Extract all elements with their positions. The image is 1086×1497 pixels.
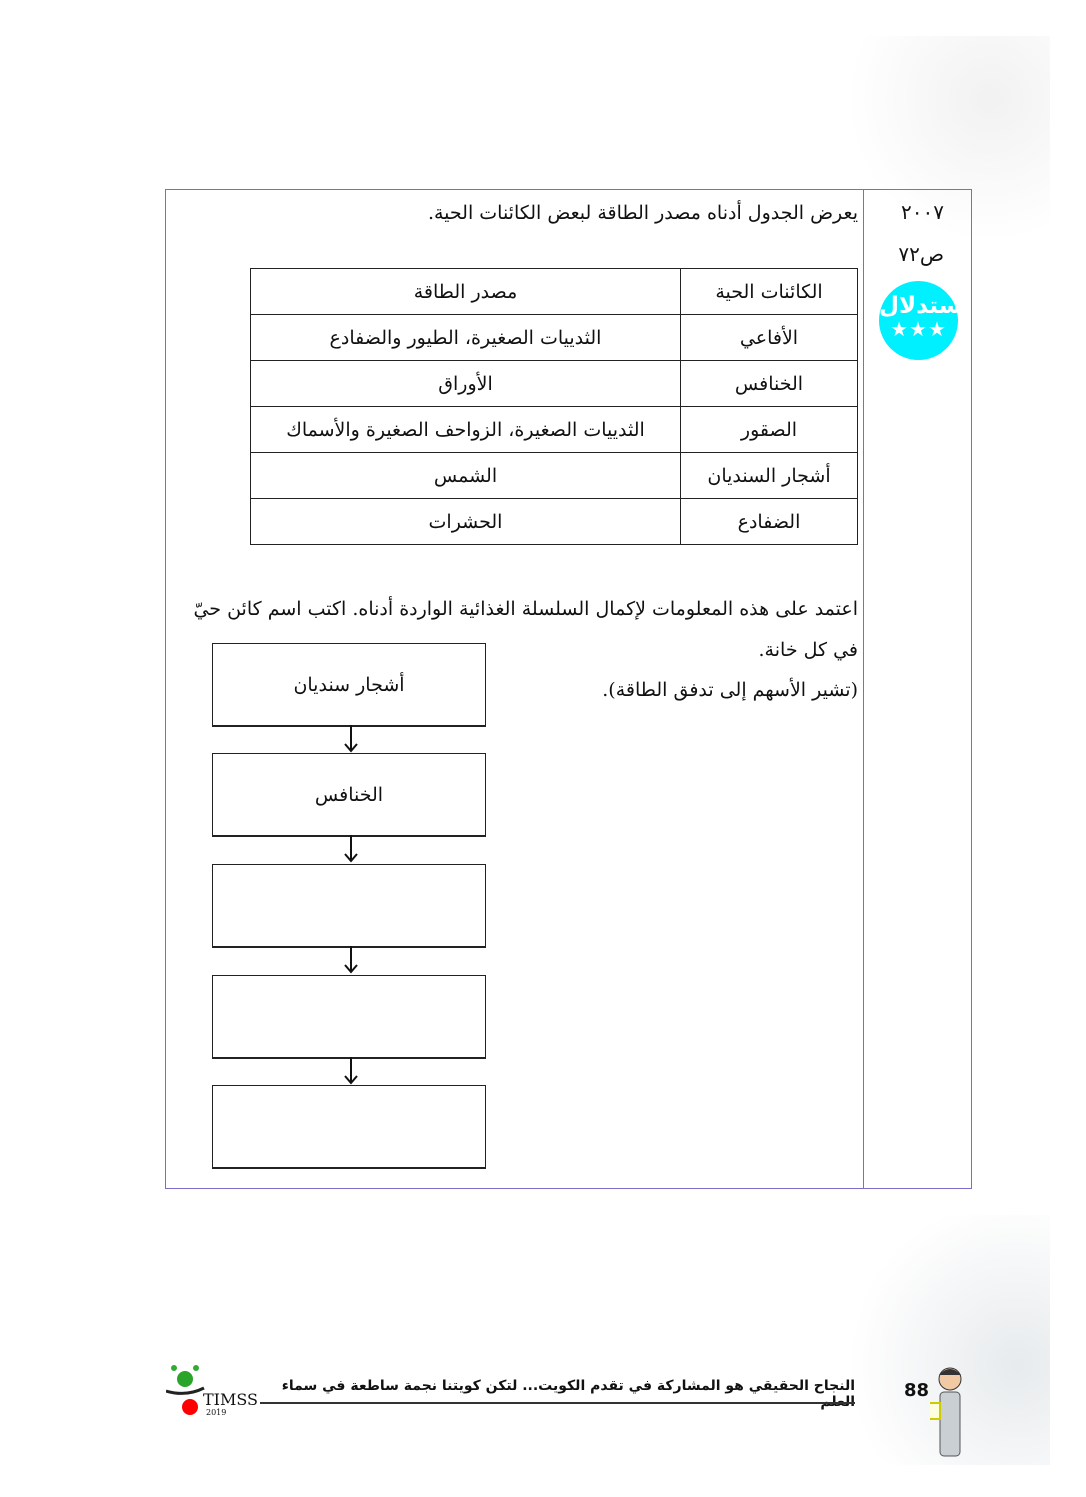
table-row	[251, 315, 858, 361]
instruction-note: (تشير الأسهم إلى تدفق الطاقة).	[602, 679, 858, 701]
column-divider	[863, 189, 864, 1189]
header-organism: الكائنات الحية	[681, 269, 858, 315]
cell-source: الحشرات	[251, 499, 681, 545]
table-row	[251, 361, 858, 407]
table-row	[251, 407, 858, 453]
cell-organism: الأفاعي	[681, 315, 858, 361]
arrow-down-icon	[343, 1057, 359, 1085]
header-energy-source: مصدر الطاقة	[251, 269, 681, 315]
table-row	[251, 499, 858, 545]
star-icons: ★★★	[890, 317, 947, 341]
cell-organism: الخنافس	[681, 361, 858, 407]
timss-logo-text: TIMSS	[203, 1390, 259, 1409]
chain-box-5[interactable]	[212, 1085, 486, 1169]
reasoning-badge	[879, 281, 970, 360]
year-label: ٢٠٠٧	[901, 200, 944, 224]
timss-logo-year: 2019	[206, 1408, 227, 1417]
arrow-down-icon	[343, 725, 359, 753]
footer-slogan: النجاح الحقيقي هو المشاركة في تقدم الكويت... لتكن كويتنا نجمة ساطعة في سماء العلم	[281, 1378, 855, 1410]
boy-mascot-illustration	[930, 1365, 970, 1460]
arrow-down-icon	[343, 835, 359, 863]
cell-source: الثدييات الصغيرة، الطيور والضفادع	[251, 315, 681, 361]
cell-organism: الصقور	[681, 407, 858, 453]
energy-source-table	[250, 268, 858, 545]
cell-source: الشمس	[251, 453, 681, 499]
page-reference: ص٧٢	[898, 242, 944, 266]
instruction-text-2: في كل خانة.	[758, 639, 858, 661]
cell-organism: الضفادع	[681, 499, 858, 545]
table-header-row	[251, 269, 858, 315]
arrow-down-icon	[343, 946, 359, 974]
cell-source: الأوراق	[251, 361, 681, 407]
badge-label: استدلال	[879, 293, 970, 319]
chain-box-4[interactable]	[212, 975, 486, 1059]
footer-rule	[260, 1402, 855, 1404]
chain-box-1[interactable]: أشجار سنديان	[212, 643, 486, 727]
timss-logo	[166, 1364, 206, 1416]
intro-text: يعرض الجدول أدناه مصدر الطاقة لبعض الكائنات الحية.	[427, 202, 858, 224]
cell-organism: أشجار السنديان	[681, 453, 858, 499]
chain-box-2[interactable]: الخنافس	[212, 753, 486, 837]
instruction-text: اعتمد على هذه المعلومات لإكمال السلسلة الغذائية الواردة أدناه. اكتب اسم كائن حيّ	[193, 598, 858, 620]
cell-source: الثدييات الصغيرة، الزواحف الصغيرة والأسماك	[251, 407, 681, 453]
table-row	[251, 453, 858, 499]
chain-box-3[interactable]	[212, 864, 486, 948]
page-number: 88	[904, 1380, 930, 1401]
